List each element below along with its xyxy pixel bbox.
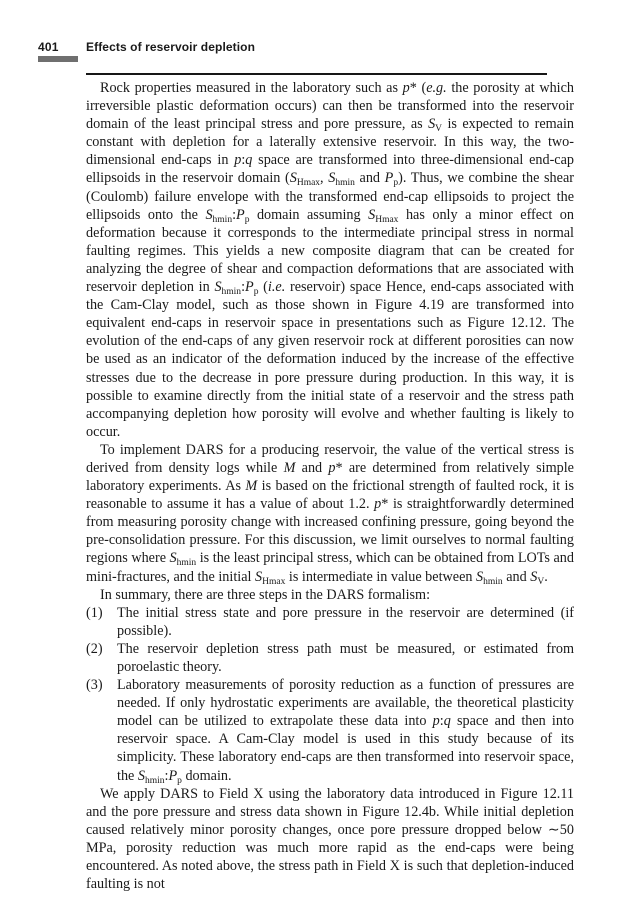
running-head: Effects of reservoir depletion xyxy=(86,40,256,54)
list-marker: (2) xyxy=(86,640,103,657)
list-marker: (3) xyxy=(86,677,103,694)
page-number: 401 xyxy=(38,40,59,54)
list-item xyxy=(86,604,574,640)
list-item-text: The reservoir depletion stress path must be measured, or estimated from poroelastic theory. xyxy=(117,640,574,675)
list-marker: (1) xyxy=(86,604,103,621)
list-item-text: Laboratory measurements of porosity reduction as a function of pressures are needed. If only hydrostatic experiments are available, the theoretical plasticity model can be utilized to extrapolate these data into p:q space and then into reservoir space. A Cam-Clay model is used in this study because of its simplicity. These laboratory end-caps are then transformed into reservoir space, the $S_{hmin}:P_p$ domain. xyxy=(117,677,574,786)
list-item-text: The initial stress state and pore pressure in the reservoir are determined (if possible). xyxy=(117,604,574,639)
list-item xyxy=(86,640,574,676)
paragraph: In summary, there are three steps in the DARS formalism: xyxy=(100,586,431,603)
paragraph: We apply DARS to Field X using the laboratory data introduced in Figure 12.11 and the pore pressure and stress data shown in Figure 12.4b. While initial depletion caused relatively minor porosity changes, once pore pressure dropped below ∼50 MPa, porosity reduction was much more rapid as the end-caps were being encountered. As noted above, the stress path in Field X is such that depletion-induced faulting is not xyxy=(86,785,574,893)
paragraph: Rock properties measured in the laboratory such as p* (e.g. the porosity at which irreversible plastic deformation occurs) can then be transformed into the reservoir domain of the least principal stress and pore pressure, as $S_V$ is expected to remain constant with depletion for a laterally extensive reservoir. In this way, the two-dimensional end-caps in p:q space are transformed into three-dimensional end-cap ellipsoids in the reservoir domain ($S_{Hmax}$, $S_{hmin}$ and $P_p$). Thus, we combine the shear (Coulomb) failure envelope with the transformed end-cap ellipsoids to project the ellipsoids onto the $S_{hmin}:P_p$ domain assuming $S_{Hmax}$ has only a minor effect on deformation because it corresponds to the intermediate principal stress in normal faulting regimes. This yields a new composite diagram that can be created for analyzing the degree of shear and compaction deformations that are associated with reservoir depletion in $S_{hmin}:P_p$ (i.e. reservoir) space Hence, end-caps associated with the Cam-Clay model, such as those shown in Figure 4.19 are transformed into equivalent end-caps in reservoir space in presentations such as Figure 12.12. The evolution of the end-caps of any given reservoir rock at different porosities can now be used as an indicator of the deformation induced by the increase of the effective stresses due to the decrease in pore pressure during production. In this way, it is possible to examine directly from the initial state of a reservoir and the stress path accompanying depletion how porosity will evolve and whether faulting is likely to occur. xyxy=(86,80,575,440)
list-item xyxy=(86,676,574,785)
paragraph: To implement DARS for a producing reservoir, the value of the vertical stress is derived from density logs while M and p* are determined from relatively simple laboratory experiments. As M is based on the frictional strength of faulted rock, it is reasonable to assume it has a value of about 1.2. p* is straightforwardly determined from measuring porosity change with increased confining pressure, going beyond the pre-consolidation pressure. For this discussion, we limit ourselves to normal faulting regions where $S_{hmin}$ is the least principal stress, which can be obtained from LOTs and mini-fractures, and the initial $S_{Hmax}$ is intermediate in value between $S_{hmin}$ and $S_V$. xyxy=(86,441,574,587)
header-rule xyxy=(86,73,547,75)
page-body xyxy=(86,79,574,893)
page-number-bar xyxy=(38,56,78,62)
